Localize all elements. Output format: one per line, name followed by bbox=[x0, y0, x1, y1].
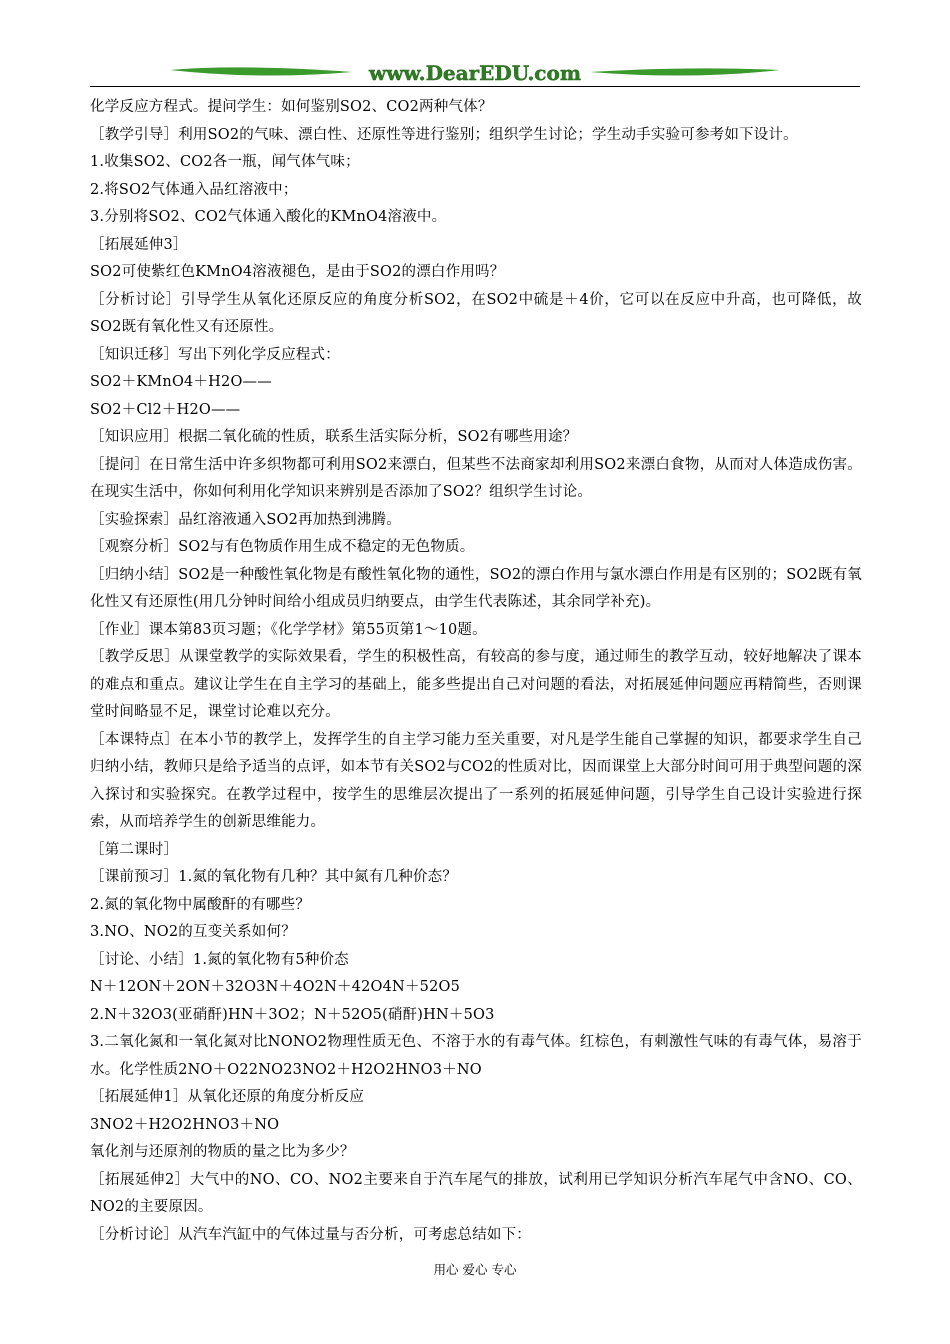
paragraph: N＋12ON＋2ON＋32O3N＋4O2N＋42O4N＋52O5 bbox=[90, 979, 461, 995]
paragraph: ［知识迁移］写出下列化学反应程式： bbox=[90, 346, 340, 363]
paragraph: ［分析讨论］从汽车汽缸中的气体过量与否分析，可考虑总结如下： bbox=[90, 1226, 531, 1243]
site-header-logo bbox=[90, 60, 860, 88]
paragraph: ［拓展延伸3］ bbox=[90, 236, 188, 253]
paragraph: 3.二氧化氮和一氧化氮对比NONO2物理性质无色、不溶于水的有毒气体。红棕色，有刺激性气味的有毒气体，易溶于水。化学性质2NO＋O22NO23NO2＋H2O2HNO3＋NO bbox=[90, 1034, 862, 1078]
paragraph: ［教学反思］从课堂教学的实际效果看，学生的积极性高，有较高的参与度，通过师生的教学互动，较好地解决了课本的难点和重点。建议让学生在自主学习的基础上，能多些提出自己对问题的看法，对拓展延伸问题应再精简些，否则课堂时间略显不足，课堂讨论难以充分。 bbox=[90, 649, 862, 720]
paragraph: 2.将SO2气体通入品红溶液中； bbox=[90, 181, 298, 198]
header-banner-graphic bbox=[90, 60, 860, 88]
paragraph: ［提问］在日常生活中许多织物都可利用SO2来漂白，但某些不法商家却利用SO2来漂白食物，从而对人体造成伤害。在现实生活中，你如何利用化学知识来辨别是否添加了SO2？组织学生讨论。 bbox=[90, 456, 862, 500]
page-footer: 用心 爱心 专心 bbox=[433, 1262, 517, 1277]
paragraph: ［分析讨论］引导学生从氧化还原反应的角度分析SO2，在SO2中硫是＋4价，它可以在反应中升高，也可降低，故SO2既有氧化性又有还原性。 bbox=[90, 291, 862, 335]
paragraph: ［本课特点］在本小节的教学上，发挥学生的自主学习能力至关重要，对凡是学生能自己掌握的知识，都要求学生自己归纳小结，教师只是给予适当的点评，如本节有关SO2与CO2的性质对比，因而课堂上大部分时间可用于典型问题的深入探讨和实验探究。在教学过程中，按学生的思维层次提出了一系列的拓展延伸问题，引导学生自己设计实验进行探索，从而培养学生的创新思维能力。 bbox=[90, 731, 862, 830]
paragraph: SO2＋KMnO4＋H2O—— bbox=[90, 374, 272, 390]
paragraph: ［观察分析］SO2与有色物质作用生成不稳定的无色物质。 bbox=[90, 539, 475, 555]
header-divider bbox=[90, 86, 860, 87]
paragraph: 3.NO、NO2的互变关系如何？ bbox=[90, 924, 296, 940]
right-swoosh bbox=[590, 68, 780, 75]
paragraph: 1.收集SO2、CO2各一瓶，闻气体气味； bbox=[90, 154, 360, 170]
paragraph: ［讨论、小结］1.氮的氧化物有5种价态 bbox=[90, 951, 349, 968]
paragraph: 2.氮的氧化物中属酸酐的有哪些？ bbox=[90, 896, 311, 913]
paragraph: ［归纳小结］SO2是一种酸性氧化物是有酸性氧化物的通性，SO2的漂白作用与氯水漂白作用是有区别的；SO2既有氧化性又有还原性(用几分钟时间给小组成员归纳要点，由学生代表陈述，其余同学补充)。 bbox=[90, 566, 862, 610]
paragraph: 氧化剂与还原剂的物质的量之比为多少？ bbox=[90, 1144, 355, 1160]
paragraph: ［课前预习］1.氮的氧化物有几种？其中氮有几种价态？ bbox=[90, 869, 458, 885]
paragraph: 3NO2＋H2O2HNO3＋NO bbox=[90, 1116, 280, 1133]
paragraph: 化学反应方程式。提问学生：如何鉴别SO2、CO2两种气体？ bbox=[90, 99, 493, 115]
paragraph: ［教学引导］利用SO2的气味、漂白性、还原性等进行鉴别；组织学生讨论；学生动手实验可参考如下设计。 bbox=[90, 126, 798, 143]
paragraph: ［作业］课本第83页习题；《化学学材》第55页第1～10题。 bbox=[90, 621, 487, 638]
paragraph: 2.N＋32O3(亚硝酐)HN＋3O2；N＋52O5(硝酐)HN＋5O3 bbox=[90, 1006, 495, 1023]
paragraph: ［实验探索］品红溶液通入SO2再加热到沸腾。 bbox=[90, 511, 401, 528]
site-logo-text: www.DearEDU.com bbox=[368, 61, 582, 85]
paragraph: ［拓展延伸1］从氧化还原的角度分析反应 bbox=[90, 1089, 365, 1105]
left-swoosh bbox=[170, 67, 352, 75]
paragraph: SO2＋Cl2＋H2O—— bbox=[90, 401, 241, 418]
paragraph: 3.分别将SO2、CO2气体通入酸化的KMnO4溶液中。 bbox=[90, 209, 447, 225]
paragraph: ［知识应用］根据二氧化硫的性质，联系生活实际分析，SO2有哪些用途？ bbox=[90, 429, 578, 445]
document-body bbox=[90, 94, 862, 1249]
paragraph: SO2可使紫红色KMnO4溶液褪色，是由于SO2的漂白作用吗？ bbox=[90, 264, 505, 280]
paragraph: ［拓展延伸2］大气中的NO、CO、NO2主要来自于汽车尾气的排放，试利用已学知识分析汽车尾气中含NO、CO、NO2的主要原因。 bbox=[90, 1171, 862, 1215]
paragraph: ［第二课时］ bbox=[90, 841, 179, 858]
